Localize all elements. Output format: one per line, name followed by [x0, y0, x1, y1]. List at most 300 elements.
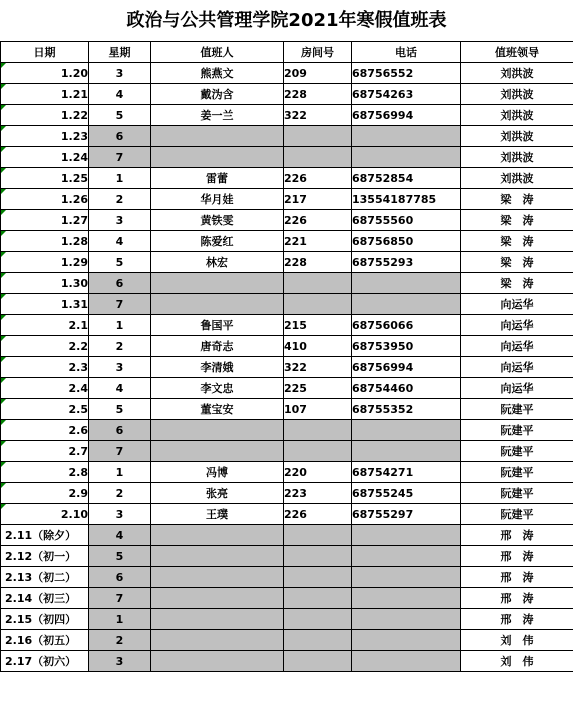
- room-cell-text: 322: [284, 360, 307, 374]
- room-cell-text: 228: [284, 87, 307, 101]
- date-cell-text: 1.23: [60, 129, 88, 143]
- table-row: [1, 63, 573, 84]
- duty-leader-cell[interactable]: [461, 84, 573, 105]
- date-cell[interactable]: [1, 378, 89, 399]
- weekday-cell-text: 6: [115, 570, 124, 584]
- duty-leader-cell[interactable]: [461, 126, 573, 147]
- weekday-cell[interactable]: [89, 189, 151, 210]
- duty-person-cell[interactable]: [151, 189, 284, 210]
- weekday-cell-text: 7: [115, 297, 124, 311]
- weekday-cell[interactable]: [89, 546, 151, 567]
- room-cell[interactable]: [284, 168, 352, 189]
- weekday-cell-text: 4: [115, 234, 124, 248]
- duty-leader-cell[interactable]: [461, 189, 573, 210]
- duty-person-cell[interactable]: [151, 84, 284, 105]
- number-as-text-marker-icon: [1, 84, 6, 89]
- date-cell-text: 2.16（初五）: [5, 634, 77, 647]
- phone-cell[interactable]: [352, 105, 461, 126]
- duty-leader-cell[interactable]: [461, 147, 573, 168]
- number-as-text-marker-icon: [1, 147, 6, 152]
- date-cell-text: 2.7: [68, 444, 88, 458]
- table-row: [1, 357, 573, 378]
- date-cell[interactable]: [1, 168, 89, 189]
- number-as-text-marker-icon: [1, 63, 6, 68]
- duty-leader-cell[interactable]: [461, 441, 573, 462]
- date-cell[interactable]: [1, 63, 89, 84]
- weekday-cell[interactable]: [89, 651, 151, 672]
- number-as-text-marker-icon: [1, 462, 6, 467]
- room-cell[interactable]: [284, 294, 352, 315]
- room-cell[interactable]: [284, 378, 352, 399]
- header-duty-leader[interactable]: 值班领导: [461, 42, 573, 63]
- room-cell-text: 209: [284, 66, 307, 80]
- number-as-text-marker-icon: [1, 336, 6, 341]
- phone-cell-text: 68754460: [352, 381, 414, 395]
- duty-person-cell[interactable]: [151, 420, 284, 441]
- phone-cell-text: 68756850: [352, 234, 414, 248]
- date-cell[interactable]: [1, 231, 89, 252]
- duty-leader-cell[interactable]: [461, 105, 573, 126]
- date-cell-text: 2.15（初四）: [5, 613, 77, 626]
- header-date[interactable]: 日期: [1, 42, 89, 63]
- date-cell[interactable]: [1, 105, 89, 126]
- date-cell-text: 1.26: [60, 192, 88, 206]
- duty-person-cell-text: 李文忠: [200, 382, 234, 395]
- date-cell[interactable]: [1, 441, 89, 462]
- sheet-title: 政治与公共管理学院2021年寒假值班表: [126, 10, 447, 31]
- weekday-cell[interactable]: [89, 420, 151, 441]
- table-row: [1, 420, 573, 441]
- room-cell-text: 221: [284, 234, 307, 248]
- room-cell[interactable]: [284, 483, 352, 504]
- room-cell[interactable]: [284, 126, 352, 147]
- table-row: [1, 567, 573, 588]
- phone-cell-text: 68755560: [352, 213, 414, 227]
- date-cell[interactable]: [1, 315, 89, 336]
- duty-person-cell[interactable]: [151, 588, 284, 609]
- phone-cell[interactable]: [352, 357, 461, 378]
- weekday-cell[interactable]: [89, 231, 151, 252]
- room-cell[interactable]: [284, 525, 352, 546]
- header-room[interactable]: 房间号: [284, 42, 352, 63]
- table-row: [1, 609, 573, 630]
- duty-leader-cell[interactable]: [461, 651, 573, 672]
- table-row: [1, 525, 573, 546]
- duty-person-cell[interactable]: [151, 651, 284, 672]
- room-cell[interactable]: [284, 567, 352, 588]
- weekday-cell[interactable]: [89, 294, 151, 315]
- duty-person-cell-text: 冯博: [206, 466, 228, 479]
- room-cell[interactable]: [284, 336, 352, 357]
- duty-leader-cell[interactable]: [461, 420, 573, 441]
- duty-leader-cell-text: 梁 涛: [500, 193, 534, 206]
- number-as-text-marker-icon: [1, 399, 6, 404]
- duty-person-cell[interactable]: [151, 630, 284, 651]
- date-cell[interactable]: [1, 252, 89, 273]
- phone-cell[interactable]: [352, 567, 461, 588]
- weekday-cell[interactable]: [89, 105, 151, 126]
- phone-cell[interactable]: [352, 336, 461, 357]
- table-row: [1, 504, 573, 525]
- weekday-cell[interactable]: [89, 210, 151, 231]
- date-cell[interactable]: [1, 525, 89, 546]
- duty-person-cell[interactable]: [151, 252, 284, 273]
- date-cell[interactable]: [1, 567, 89, 588]
- phone-cell[interactable]: [352, 609, 461, 630]
- table-row: [1, 210, 573, 231]
- room-cell[interactable]: [284, 399, 352, 420]
- weekday-cell-text: 1: [115, 465, 124, 479]
- weekday-cell-text: 2: [115, 339, 124, 353]
- room-cell[interactable]: [284, 273, 352, 294]
- date-cell[interactable]: [1, 546, 89, 567]
- table-row: [1, 462, 573, 483]
- header-weekday[interactable]: 星期: [89, 42, 151, 63]
- table-row: [1, 105, 573, 126]
- room-cell[interactable]: [284, 357, 352, 378]
- date-cell[interactable]: [1, 504, 89, 525]
- duty-leader-cell-text: 阮建平: [500, 487, 534, 500]
- weekday-cell[interactable]: [89, 315, 151, 336]
- weekday-cell-text: 4: [115, 528, 124, 542]
- number-as-text-marker-icon: [1, 441, 6, 446]
- date-cell[interactable]: [1, 273, 89, 294]
- date-cell[interactable]: [1, 483, 89, 504]
- phone-cell[interactable]: [352, 231, 461, 252]
- room-cell-text: 226: [284, 507, 307, 521]
- room-cell-text: 225: [284, 381, 307, 395]
- duty-person-cell[interactable]: [151, 609, 284, 630]
- phone-cell[interactable]: [352, 273, 461, 294]
- number-as-text-marker-icon: [1, 126, 6, 131]
- number-as-text-marker-icon: [1, 315, 6, 320]
- number-as-text-marker-icon: [1, 483, 6, 488]
- duty-person-cell[interactable]: [151, 483, 284, 504]
- weekday-cell[interactable]: [89, 504, 151, 525]
- date-cell-text: 1.31: [60, 297, 88, 311]
- header-row: [1, 42, 573, 63]
- duty-leader-cell-text: 向运华: [500, 298, 534, 311]
- room-cell[interactable]: [284, 189, 352, 210]
- weekday-cell[interactable]: [89, 609, 151, 630]
- duty-leader-cell[interactable]: [461, 504, 573, 525]
- number-as-text-marker-icon: [1, 378, 6, 383]
- phone-cell-text: 68752854: [352, 171, 414, 185]
- duty-leader-cell-text: 刘洪波: [500, 151, 534, 164]
- room-cell[interactable]: [284, 63, 352, 84]
- duty-leader-cell[interactable]: [461, 315, 573, 336]
- weekday-cell[interactable]: [89, 357, 151, 378]
- number-as-text-marker-icon: [1, 231, 6, 236]
- phone-cell-text: 68755297: [352, 507, 414, 521]
- room-cell-text: 107: [284, 402, 307, 416]
- room-cell[interactable]: [284, 546, 352, 567]
- duty-leader-cell[interactable]: [461, 546, 573, 567]
- duty-leader-cell[interactable]: [461, 525, 573, 546]
- date-cell-text: 2.4: [68, 381, 88, 395]
- phone-cell-text: 68756994: [352, 108, 414, 122]
- duty-leader-cell-text: 刘 伟: [500, 634, 534, 647]
- table-row: [1, 630, 573, 651]
- weekday-cell-text: 3: [115, 654, 124, 668]
- weekday-cell[interactable]: [89, 273, 151, 294]
- room-cell[interactable]: [284, 105, 352, 126]
- duty-person-cell[interactable]: [151, 504, 284, 525]
- date-cell-text: 2.17（初六）: [5, 655, 77, 668]
- date-cell[interactable]: [1, 609, 89, 630]
- duty-person-cell[interactable]: [151, 462, 284, 483]
- duty-leader-cell[interactable]: [461, 63, 573, 84]
- phone-cell[interactable]: [352, 252, 461, 273]
- date-cell[interactable]: [1, 651, 89, 672]
- table-row: [1, 147, 573, 168]
- duty-person-cell[interactable]: [151, 441, 284, 462]
- date-cell[interactable]: [1, 210, 89, 231]
- weekday-cell[interactable]: [89, 336, 151, 357]
- weekday-cell[interactable]: [89, 483, 151, 504]
- weekday-cell[interactable]: [89, 252, 151, 273]
- date-cell[interactable]: [1, 189, 89, 210]
- date-cell-text: 2.9: [68, 486, 88, 500]
- date-cell-text: 1.27: [60, 213, 88, 227]
- duty-person-cell[interactable]: [151, 126, 284, 147]
- date-cell[interactable]: [1, 399, 89, 420]
- date-cell[interactable]: [1, 126, 89, 147]
- weekday-cell[interactable]: [89, 378, 151, 399]
- phone-cell-text: 68756994: [352, 360, 414, 374]
- duty-leader-cell-text: 阮建平: [500, 508, 534, 521]
- phone-cell[interactable]: [352, 63, 461, 84]
- phone-cell[interactable]: [352, 420, 461, 441]
- room-cell[interactable]: [284, 147, 352, 168]
- room-cell-text: 220: [284, 465, 307, 479]
- duty-person-cell[interactable]: [151, 147, 284, 168]
- duty-person-cell[interactable]: [151, 525, 284, 546]
- duty-leader-cell-text: 邢 涛: [500, 550, 534, 563]
- phone-cell[interactable]: [352, 504, 461, 525]
- phone-cell[interactable]: [352, 210, 461, 231]
- room-cell[interactable]: [284, 504, 352, 525]
- weekday-cell-text: 3: [115, 507, 124, 521]
- weekday-cell-text: 2: [115, 192, 124, 206]
- weekday-cell[interactable]: [89, 399, 151, 420]
- date-cell-text: 2.6: [68, 423, 88, 437]
- weekday-cell[interactable]: [89, 630, 151, 651]
- duty-person-cell[interactable]: [151, 315, 284, 336]
- duty-person-cell[interactable]: [151, 63, 284, 84]
- duty-leader-cell-text: 梁 涛: [500, 214, 534, 227]
- date-cell-text: 1.25: [60, 171, 88, 185]
- date-cell[interactable]: [1, 294, 89, 315]
- date-cell[interactable]: [1, 84, 89, 105]
- duty-leader-cell[interactable]: [461, 294, 573, 315]
- duty-person-cell[interactable]: [151, 378, 284, 399]
- date-cell-text: 2.5: [68, 402, 88, 416]
- room-cell[interactable]: [284, 462, 352, 483]
- table-row: [1, 378, 573, 399]
- table-row: [1, 336, 573, 357]
- weekday-cell[interactable]: [89, 126, 151, 147]
- weekday-cell[interactable]: [89, 567, 151, 588]
- number-as-text-marker-icon: [1, 105, 6, 110]
- duty-leader-cell[interactable]: [461, 399, 573, 420]
- duty-person-cell-text: 张亮: [206, 487, 228, 500]
- duty-leader-cell[interactable]: [461, 231, 573, 252]
- table-row: [1, 399, 573, 420]
- duty-leader-cell-text: 刘洪波: [500, 109, 534, 122]
- duty-person-cell[interactable]: [151, 357, 284, 378]
- room-cell[interactable]: [284, 315, 352, 336]
- weekday-cell[interactable]: [89, 462, 151, 483]
- weekday-cell[interactable]: [89, 147, 151, 168]
- phone-cell[interactable]: [352, 315, 461, 336]
- date-cell-text: 1.24: [60, 150, 88, 164]
- phone-cell[interactable]: [352, 294, 461, 315]
- duty-leader-cell[interactable]: [461, 609, 573, 630]
- table-row: [1, 189, 573, 210]
- duty-leader-cell[interactable]: [461, 483, 573, 504]
- weekday-cell[interactable]: [89, 588, 151, 609]
- room-cell[interactable]: [284, 420, 352, 441]
- phone-cell-text: 13554187785: [352, 192, 437, 206]
- number-as-text-marker-icon: [1, 294, 6, 299]
- duty-leader-cell[interactable]: [461, 588, 573, 609]
- room-cell[interactable]: [284, 630, 352, 651]
- duty-leader-cell-text: 阮建平: [500, 466, 534, 479]
- duty-leader-cell-text: 刘 伟: [500, 655, 534, 668]
- duty-person-cell[interactable]: [151, 105, 284, 126]
- duty-leader-cell[interactable]: [461, 210, 573, 231]
- duty-person-cell-text: 李清娥: [200, 361, 234, 374]
- phone-cell[interactable]: [352, 399, 461, 420]
- room-cell[interactable]: [284, 609, 352, 630]
- phone-cell[interactable]: [352, 651, 461, 672]
- weekday-cell-text: 5: [115, 549, 124, 563]
- date-cell-text: 2.2: [68, 339, 88, 353]
- duty-person-cell[interactable]: [151, 567, 284, 588]
- weekday-cell[interactable]: [89, 168, 151, 189]
- duty-person-cell[interactable]: [151, 399, 284, 420]
- weekday-cell-text: 7: [115, 591, 124, 605]
- room-cell-text: 217: [284, 192, 307, 206]
- room-cell[interactable]: [284, 441, 352, 462]
- room-cell[interactable]: [284, 210, 352, 231]
- date-cell-text: 2.12（初一）: [5, 550, 77, 563]
- duty-leader-cell-text: 阮建平: [500, 424, 534, 437]
- number-as-text-marker-icon: [1, 357, 6, 362]
- duty-leader-cell-text: 邢 涛: [500, 529, 534, 542]
- date-cell[interactable]: [1, 462, 89, 483]
- duty-person-cell[interactable]: [151, 273, 284, 294]
- date-cell-text: 2.10: [60, 507, 88, 521]
- weekday-cell[interactable]: [89, 84, 151, 105]
- phone-cell[interactable]: [352, 189, 461, 210]
- room-cell[interactable]: [284, 252, 352, 273]
- weekday-cell-text: 3: [115, 213, 124, 227]
- weekday-cell[interactable]: [89, 525, 151, 546]
- weekday-cell-text: 6: [115, 276, 124, 290]
- date-cell[interactable]: [1, 147, 89, 168]
- phone-cell-text: 68753950: [352, 339, 414, 353]
- duty-leader-cell-text: 阮建平: [500, 403, 534, 416]
- duty-leader-cell[interactable]: [461, 273, 573, 294]
- phone-cell[interactable]: [352, 525, 461, 546]
- date-cell-text: 1.20: [60, 66, 88, 80]
- phone-cell-text: 68756066: [352, 318, 414, 332]
- date-cell[interactable]: [1, 630, 89, 651]
- date-cell[interactable]: [1, 357, 89, 378]
- date-cell[interactable]: [1, 420, 89, 441]
- phone-cell[interactable]: [352, 168, 461, 189]
- phone-cell[interactable]: [352, 588, 461, 609]
- duty-leader-cell[interactable]: [461, 462, 573, 483]
- weekday-cell-text: 5: [115, 108, 124, 122]
- duty-leader-cell[interactable]: [461, 168, 573, 189]
- room-cell[interactable]: [284, 588, 352, 609]
- header-phone[interactable]: 电话: [352, 42, 461, 63]
- phone-cell[interactable]: [352, 441, 461, 462]
- weekday-cell-text: 2: [115, 486, 124, 500]
- date-cell[interactable]: [1, 336, 89, 357]
- phone-cell-text: 68754263: [352, 87, 414, 101]
- weekday-cell[interactable]: [89, 441, 151, 462]
- phone-cell[interactable]: [352, 378, 461, 399]
- phone-cell[interactable]: [352, 147, 461, 168]
- phone-cell[interactable]: [352, 462, 461, 483]
- duty-person-cell[interactable]: [151, 231, 284, 252]
- weekday-cell-text: 6: [115, 423, 124, 437]
- date-cell[interactable]: [1, 588, 89, 609]
- duty-person-cell-text: 王璞: [206, 508, 228, 521]
- duty-person-cell[interactable]: [151, 168, 284, 189]
- duty-leader-cell[interactable]: [461, 630, 573, 651]
- room-cell[interactable]: [284, 84, 352, 105]
- duty-person-cell[interactable]: [151, 294, 284, 315]
- phone-cell[interactable]: [352, 483, 461, 504]
- weekday-cell-text: 4: [115, 87, 124, 101]
- weekday-cell[interactable]: [89, 63, 151, 84]
- number-as-text-marker-icon: [1, 210, 6, 215]
- room-cell-text: 410: [284, 339, 307, 353]
- duty-person-cell[interactable]: [151, 336, 284, 357]
- date-cell-text: 2.3: [68, 360, 88, 374]
- phone-cell[interactable]: [352, 630, 461, 651]
- duty-leader-cell[interactable]: [461, 378, 573, 399]
- date-cell-text: 1.21: [60, 87, 88, 101]
- duty-leader-cell-text: 向运华: [500, 319, 534, 332]
- room-cell-text: 226: [284, 171, 307, 185]
- duty-leader-cell[interactable]: [461, 357, 573, 378]
- duty-leader-cell-text: 邢 涛: [500, 571, 534, 584]
- header-duty-person[interactable]: 值班人: [151, 42, 284, 63]
- duty-person-cell[interactable]: [151, 210, 284, 231]
- weekday-cell-text: 7: [115, 444, 124, 458]
- phone-cell[interactable]: [352, 546, 461, 567]
- table-row: [1, 651, 573, 672]
- date-cell-text: 1.28: [60, 234, 88, 248]
- duty-leader-cell-text: 梁 涛: [500, 235, 534, 248]
- weekday-cell-text: 1: [115, 171, 124, 185]
- duty-leader-cell[interactable]: [461, 336, 573, 357]
- duty-leader-cell[interactable]: [461, 252, 573, 273]
- date-cell-text: 2.8: [68, 465, 88, 479]
- duty-leader-cell[interactable]: [461, 567, 573, 588]
- phone-cell[interactable]: [352, 126, 461, 147]
- phone-cell[interactable]: [352, 84, 461, 105]
- duty-person-cell[interactable]: [151, 546, 284, 567]
- room-cell[interactable]: [284, 231, 352, 252]
- room-cell[interactable]: [284, 651, 352, 672]
